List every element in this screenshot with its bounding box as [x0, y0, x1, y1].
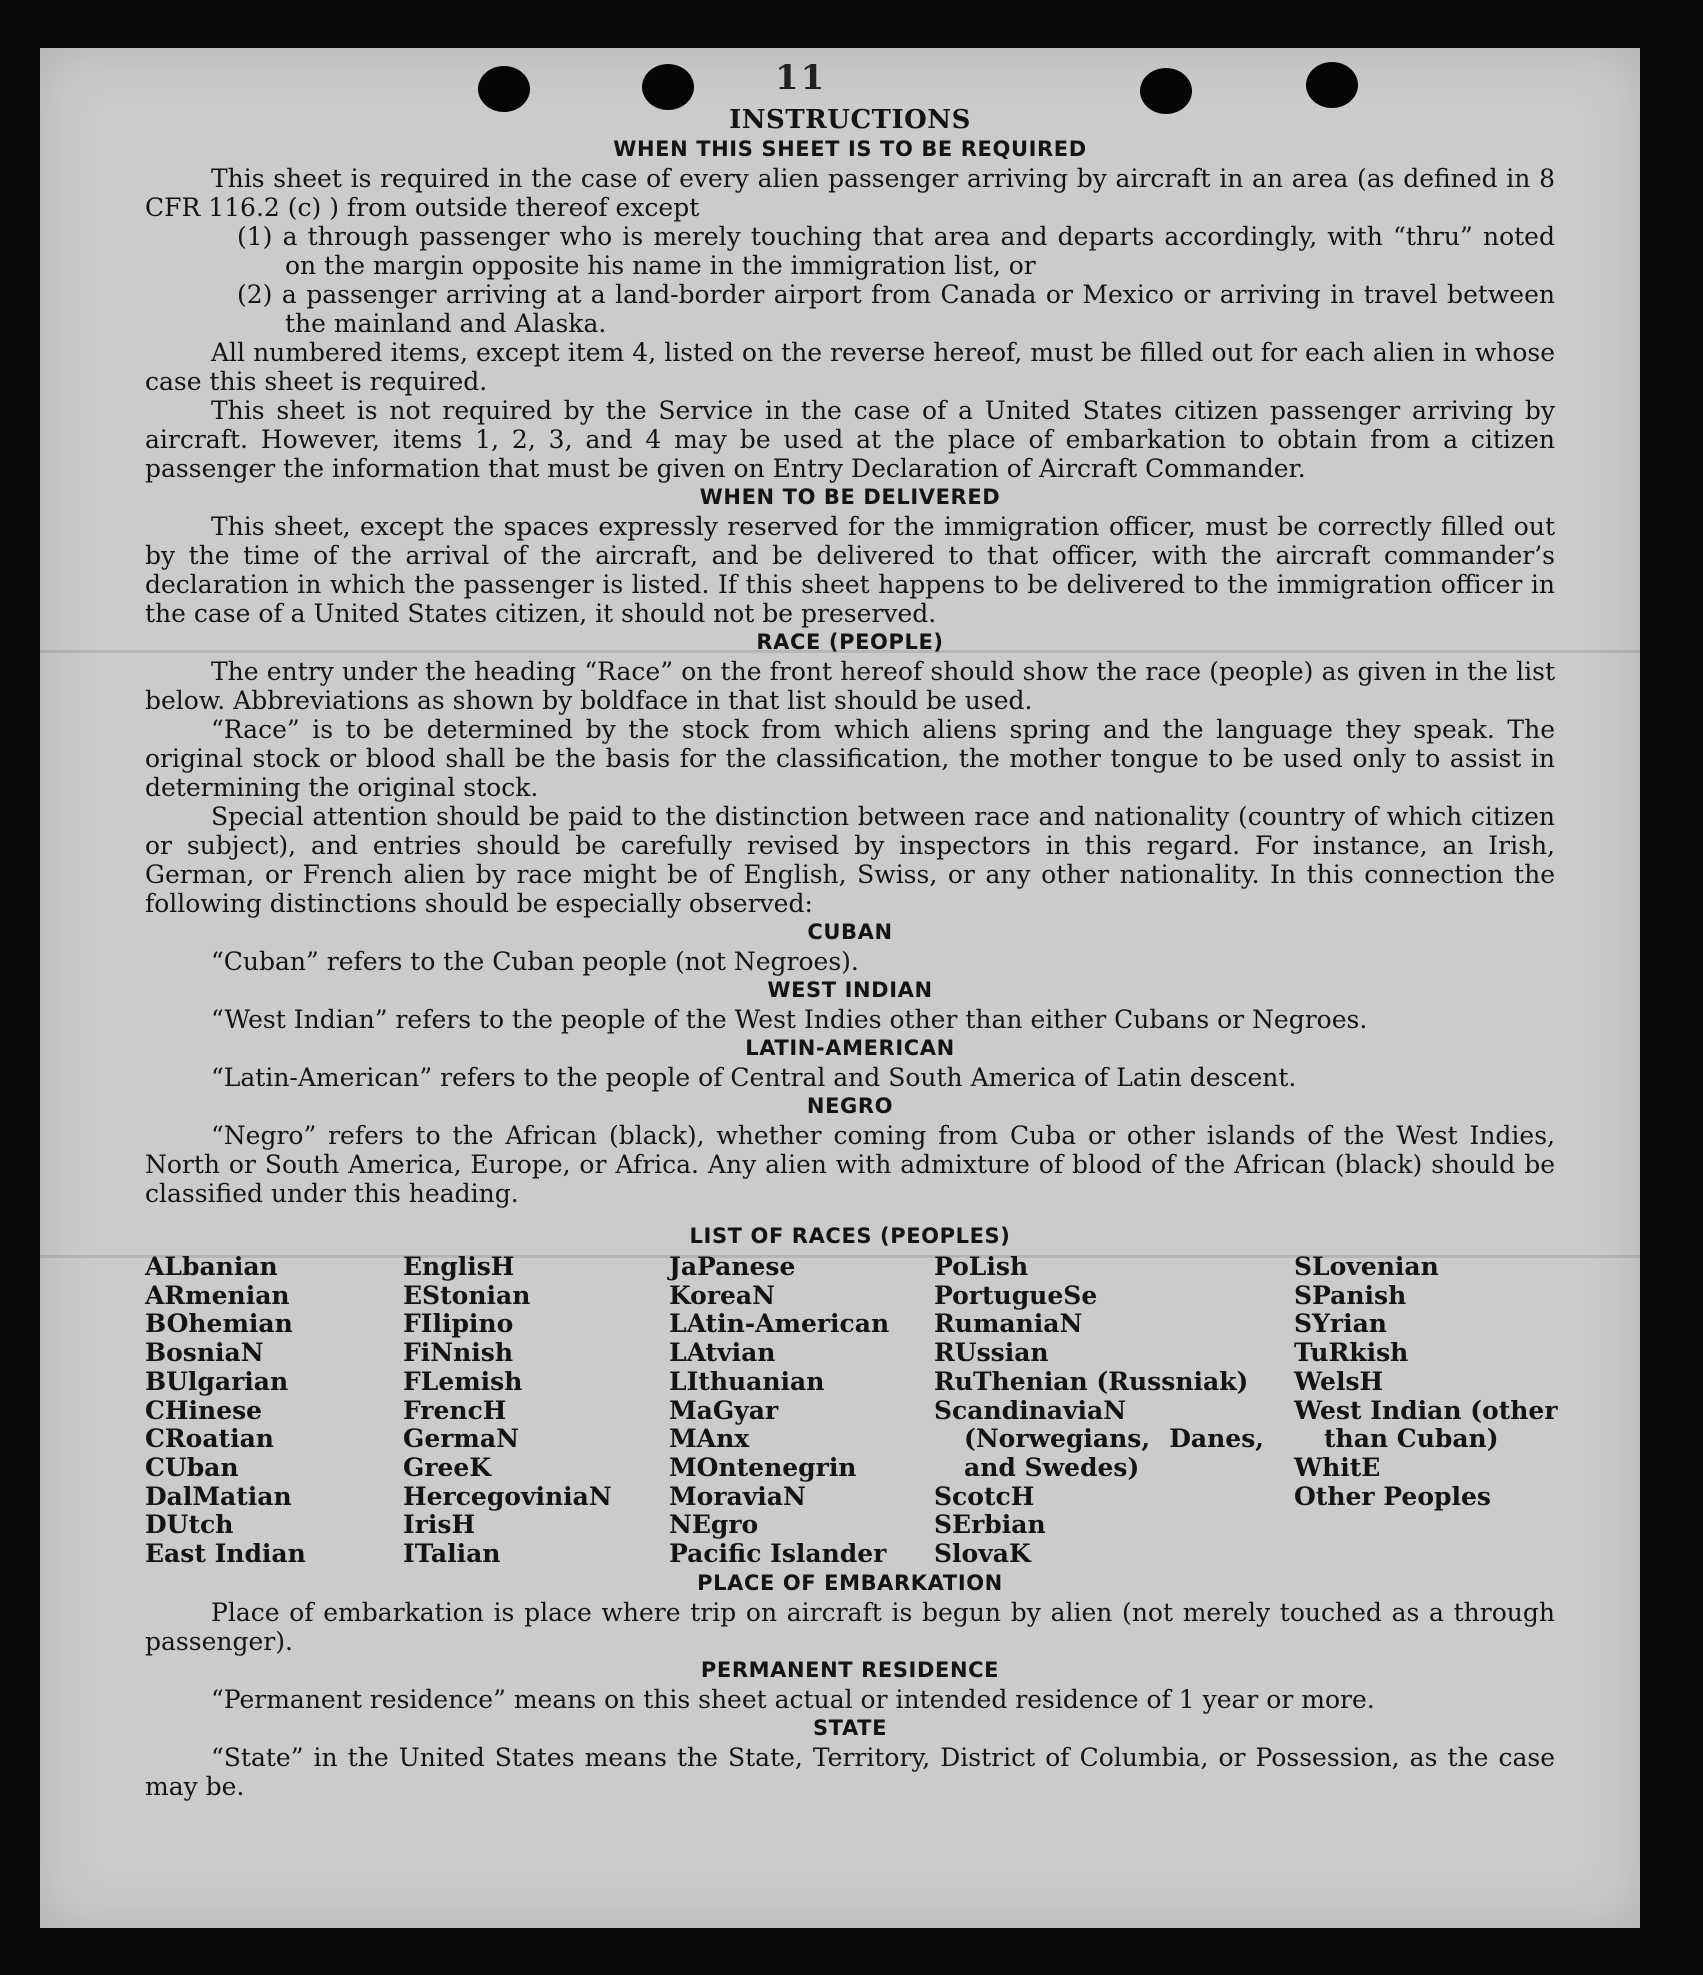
race-item: DUtch — [145, 1510, 234, 1540]
race-item: WelsH — [1294, 1366, 1384, 1396]
list-item: (1) a through passenger who is merely touching that area and departs accordingly, with “thru” noted on the margin opposite his name in the immigration list, or — [237, 222, 1555, 280]
race-column — [1294, 1252, 1558, 1569]
race-item: ScandinaviaN (Norwegians, Danes, and Swedes) — [934, 1395, 1264, 1482]
race-item: PoLish — [934, 1252, 1029, 1281]
section-heading: WHEN TO BE DELIVERED — [699, 485, 1001, 509]
race-item: MAnx — [669, 1424, 750, 1454]
race-column — [145, 1253, 403, 1569]
paragraph: The entry under the heading “Race” on the front hereof should show the race (people) as given in the list below. Abbreviations as shown by boldface in that list should be used. — [145, 657, 1555, 715]
race-item: GermaN — [403, 1424, 519, 1454]
race-item: SlovaK — [934, 1539, 1031, 1569]
race-item: MoraviaN — [669, 1481, 806, 1511]
punch-hole — [1306, 62, 1358, 108]
race-item: SPanish — [1294, 1280, 1407, 1310]
race-item: HercegoviniaN — [403, 1481, 612, 1511]
page-title: INSTRUCTIONS — [729, 105, 971, 135]
section-heading: LIST OF RACES (PEOPLES) — [689, 1224, 1011, 1248]
paragraph: This sheet is not required by the Service in the case of a United States citizen passenger arriving by aircraft. However, items 1, 2, 3, and 4 may be used at the place of embarkation to obtain from a citizen passenger the information that must be given on Entry Declaration of Aircraft Commander. — [145, 396, 1555, 483]
punch-hole — [642, 64, 694, 110]
paragraph: “Race” is to be determined by the stock from which aliens spring and the language they speak. The original stock or blood shall be the basis for the classification, the mother tongue to be used only to assist in determining the original stock. — [145, 715, 1555, 802]
race-column — [669, 1253, 934, 1569]
race-item: NEgro — [669, 1510, 759, 1540]
race-item: PortugueSe — [934, 1280, 1098, 1310]
race-item: BosniaN — [145, 1338, 264, 1368]
list-item: (2) a passenger arriving at a land-border airport from Canada or Mexico or arriving in travel between the mainland and Alaska. — [237, 280, 1555, 338]
race-item: SLovenian — [1294, 1252, 1439, 1281]
race-item: RuThenian (Russniak) — [934, 1366, 1249, 1396]
race-item: FIlipino — [403, 1309, 514, 1339]
race-item: LAtvian — [669, 1338, 776, 1368]
race-item: IrisH — [403, 1510, 476, 1540]
race-item: LAtin-American — [669, 1309, 890, 1339]
race-item: ScotcH — [934, 1481, 1035, 1511]
race-item: BOhemian — [145, 1309, 293, 1339]
race-item: ALbanian — [145, 1252, 278, 1281]
race-item: CHinese — [145, 1395, 263, 1425]
race-item: WhitE — [1294, 1452, 1381, 1482]
race-item: Pacific Islander — [669, 1539, 887, 1569]
paragraph: “Latin-American” refers to the people of Central and South America of Latin descent. — [211, 1063, 1297, 1092]
section-heading: PERMANENT RESIDENCE — [700, 1657, 1000, 1682]
race-item: SErbian — [934, 1510, 1046, 1540]
race-item: EStonian — [403, 1280, 531, 1310]
paragraph: “State” in the United States means the State, Territory, District of Columbia, or Possession, as the case may be. — [145, 1742, 1555, 1801]
race-item: JaPanese — [669, 1252, 796, 1281]
race-column — [934, 1253, 1294, 1569]
subsection-heading: LATIN-AMERICAN — [745, 1036, 955, 1060]
paragraph: This sheet is required in the case of every alien passenger arriving by aircraft in an area (as defined in 8 CFR 116.2 (c) ) from outside thereof except — [145, 164, 1555, 222]
race-item: West Indian (other than Cuban) — [1294, 1395, 1558, 1454]
race-item: RumaniaN — [934, 1309, 1083, 1339]
race-item: FiNnish — [403, 1338, 514, 1368]
subsection-heading: WEST INDIAN — [767, 978, 933, 1002]
paragraph: “Cuban” refers to the Cuban people (not Negroes). — [211, 947, 859, 976]
section-heading: STATE — [812, 1715, 888, 1740]
instructions-content — [145, 105, 1558, 1801]
subsection-heading: CUBAN — [807, 920, 893, 944]
paragraph: This sheet, except the spaces expressly reserved for the immigration officer, must be correctly filled out by the time of the arrival of the aircraft, and be delivered to that officer, with the aircraft commander’s declaration in which the passenger is listed. If this sheet happens to be delivered to the immigration officer in the case of a United States citizen, it should not be preserved. — [145, 512, 1555, 628]
paragraph: Special attention should be paid to the distinction between race and nationality (country of which citizen or subject), and entries should be carefully revised by inspectors in this regard. For instance, an Irish, German, or French alien by race might be of English, Swiss, or any other nationality. In this connection the following distinctions should be especially observed: — [145, 802, 1555, 918]
section-heading: WHEN THIS SHEET IS TO BE REQUIRED — [613, 137, 1087, 161]
race-item: GreeK — [403, 1452, 492, 1482]
race-item: CRoatian — [145, 1424, 274, 1454]
race-item: FLemish — [403, 1366, 523, 1396]
race-item: RUssian — [934, 1338, 1049, 1368]
race-item: BUlgarian — [145, 1366, 289, 1396]
paragraph: “Negro” refers to the African (black), whether coming from Cuba or other islands of the West Indies, North or South America, Europe, or Africa. Any alien with admixture of blood of the African (black) should be classified under this heading. — [145, 1121, 1555, 1208]
race-item: ITalian — [403, 1539, 501, 1569]
paragraph: “West Indian” refers to the people of the West Indies other than either Cubans or Negroes. — [211, 1005, 1368, 1034]
paragraph: Place of embarkation is place where trip on aircraft is begun by alien (not merely touched as a through passenger). — [145, 1597, 1555, 1656]
race-column — [403, 1253, 669, 1569]
race-item: FrencH — [403, 1395, 507, 1425]
race-item: MOntenegrin — [669, 1452, 857, 1482]
race-item: MaGyar — [669, 1395, 779, 1425]
page-number-mark: 11 — [775, 58, 827, 98]
race-item: East Indian — [145, 1539, 306, 1569]
race-item: LIthuanian — [669, 1366, 825, 1396]
race-item: SYrian — [1294, 1309, 1387, 1339]
race-item: DalMatian — [145, 1481, 292, 1511]
race-item: TuRkish — [1294, 1338, 1409, 1368]
race-item: Other Peoples — [1294, 1481, 1491, 1511]
section-heading: RACE (PEOPLE) — [756, 630, 944, 654]
race-item: CUban — [145, 1452, 239, 1482]
race-item: EnglisH — [403, 1252, 515, 1281]
subsection-heading: NEGRO — [806, 1094, 894, 1118]
paragraph: All numbered items, except item 4, listed on the reverse hereof, must be filled out for each alien in whose case this sheet is required. — [145, 338, 1555, 396]
section-heading: PLACE OF EMBARKATION — [697, 1570, 1003, 1595]
paragraph: “Permanent residence” means on this sheet actual or intended residence of 1 year or more. — [211, 1684, 1375, 1714]
race-list — [145, 1252, 1558, 1569]
race-item: KoreaN — [669, 1280, 775, 1310]
race-item: ARmenian — [145, 1280, 290, 1310]
